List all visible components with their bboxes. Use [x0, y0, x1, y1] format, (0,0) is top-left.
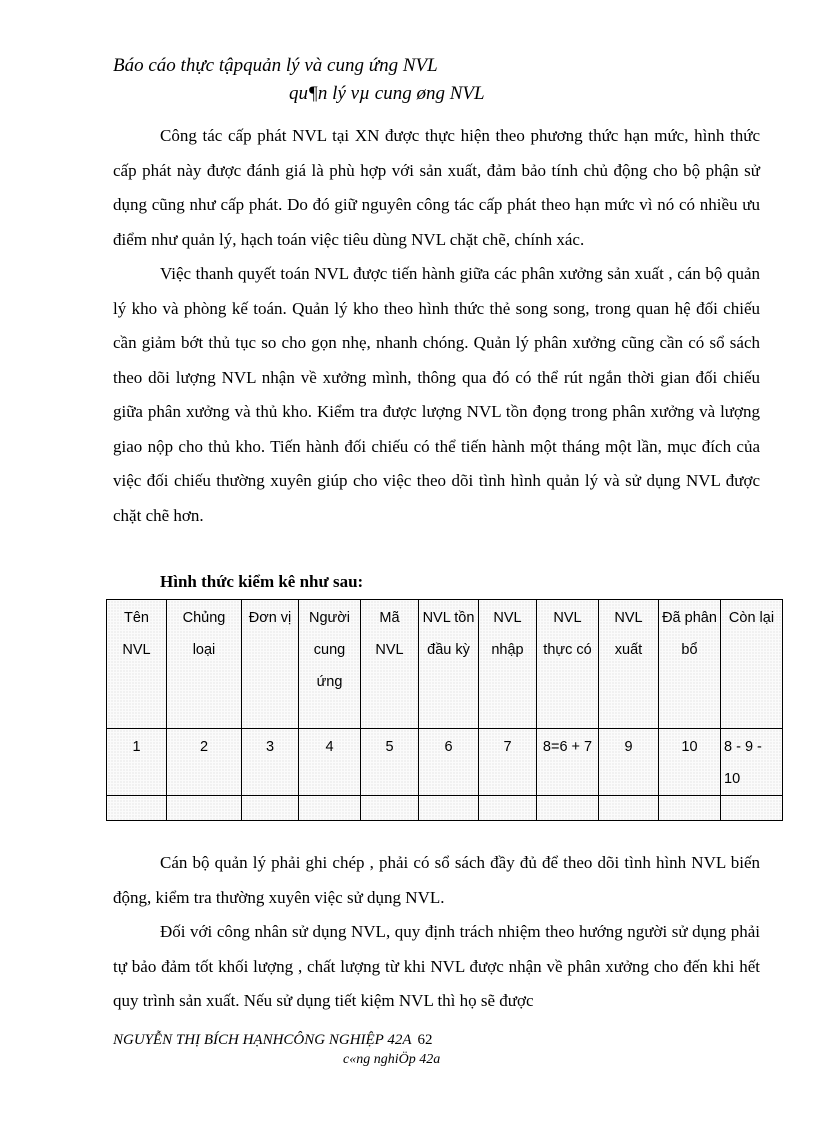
- page-header: [113, 52, 485, 108]
- table-row: [107, 729, 783, 796]
- table-cell-empty: [479, 796, 537, 821]
- table-cell: 6: [419, 729, 479, 796]
- table-cell-empty: [107, 796, 167, 821]
- table-header-cell: Người cung ứng: [299, 600, 361, 729]
- table-cell: 8 - 9 - 10: [721, 729, 783, 796]
- table-header-cell: Đã phân bổ: [659, 600, 721, 729]
- page-footer: [113, 1031, 440, 1069]
- table-cell-empty: [419, 796, 479, 821]
- table-cell: 5: [361, 729, 419, 796]
- table-cell-empty: [167, 796, 242, 821]
- table-cell-empty: [299, 796, 361, 821]
- table-empty-row: [107, 796, 783, 821]
- table-cell: 8=6 + 7: [537, 729, 599, 796]
- table-header-cell: NVL tồn đầu kỳ: [419, 600, 479, 729]
- section-heading: Hình thức kiểm kê như sau:: [160, 572, 364, 591]
- page-number: 62: [417, 1032, 433, 1048]
- table-header-cell: Còn lại: [721, 600, 783, 729]
- table-header-cell: NVL thực có: [537, 600, 599, 729]
- body-text-top: [113, 119, 760, 533]
- header-title: Báo cáo thực tậpquản lý và cung ứng NVL: [113, 55, 438, 76]
- paragraph-manager-records: Cán bộ quản lý phải ghi chép , phải có sổ sách đầy đủ để theo dõi tình hình NVL biến động, kiểm tra thường xuyên việc sử dụng NVL.: [113, 853, 760, 907]
- header-subtitle: qu¶n lý vµ cung øng NVL: [289, 83, 485, 104]
- table-header-cell: NVL nhập: [479, 600, 537, 729]
- paragraph-settlement: Việc thanh quyết toán NVL được tiến hành giữa các phân xưởng sản xuất , cán bộ quản lý kho và phòng kế toán. Quản lý kho theo hình thức thẻ song song, trong quan hệ đối chiếu cần giảm bớt thủ tục so cho gọn nhẹ, nhanh chóng. Quản lý phân xưởng cũng cần có sổ sách theo dõi lượng NVL nhận về xưởng mình, thông qua đó có thể rút ngắn thời gian đối chiếu giữa phân xưởng và thủ kho. Kiểm tra được lượng NVL tồn đọng trong phân xưởng và lượng giao nộp cho thủ kho. Tiến hành đối chiếu có thể tiến hành một tháng một lần, mục đích của việc đối chiếu thường xuyên giúp cho việc theo dõi tình hình quản lý và sử dụng NVL được chặt chẽ hơn.: [113, 264, 760, 525]
- table-header-cell: Chủng loại: [167, 600, 242, 729]
- table-cell-empty: [537, 796, 599, 821]
- table-cell-empty: [242, 796, 299, 821]
- paragraph-worker-responsibility: Đối với công nhân sử dụng NVL, quy định trách nhiệm theo hướng người sử dụng phải tự bảo đảm tốt khối lượng , chất lượng từ khi NVL được nhận về phân xưởng cho đến khi hết quy trình sản xuất. Nếu sử dụng tiết kiệm NVL thì họ sẽ được: [113, 922, 760, 1010]
- table-cell: 9: [599, 729, 659, 796]
- footer-subtitle: c«ng nghiÖp 42a: [343, 1052, 441, 1067]
- footer-author: NGUYỄN THỊ BÍCH HẠNHCÔNG NGHIỆP 42A: [113, 1032, 412, 1048]
- paragraph-allocation: Công tác cấp phát NVL tại XN được thực hiện theo phương thức hạn mức, hình thức cấp phát này được đánh giá là phù hợp với sản xuất, đảm bảo tính chủ động cho bộ phận sử dụng cũng như cấp phát. Do đó giữ nguyên công tác cấp phát theo hạn mức vì nó có nhiều ưu điểm như quản lý, hạch toán việc tiêu dùng NVL chặt chẽ, chính xác.: [113, 126, 760, 249]
- body-text-bottom: [113, 846, 760, 1019]
- table-header-cell: NVL xuất: [599, 600, 659, 729]
- table-cell: 4: [299, 729, 361, 796]
- inventory-table: [106, 599, 783, 821]
- table-cell: 7: [479, 729, 537, 796]
- table-header-cell: Tên NVL: [107, 600, 167, 729]
- table-cell-empty: [721, 796, 783, 821]
- table-cell: 1: [107, 729, 167, 796]
- table-cell: 3: [242, 729, 299, 796]
- table-cell-empty: [361, 796, 419, 821]
- table-cell: 2: [167, 729, 242, 796]
- table-header-cell: Mã NVL: [361, 600, 419, 729]
- table-header-cell: Đơn vị: [242, 600, 299, 729]
- table-cell-empty: [659, 796, 721, 821]
- table-cell: 10: [659, 729, 721, 796]
- table-cell-empty: [599, 796, 659, 821]
- table-header-row: [107, 600, 783, 729]
